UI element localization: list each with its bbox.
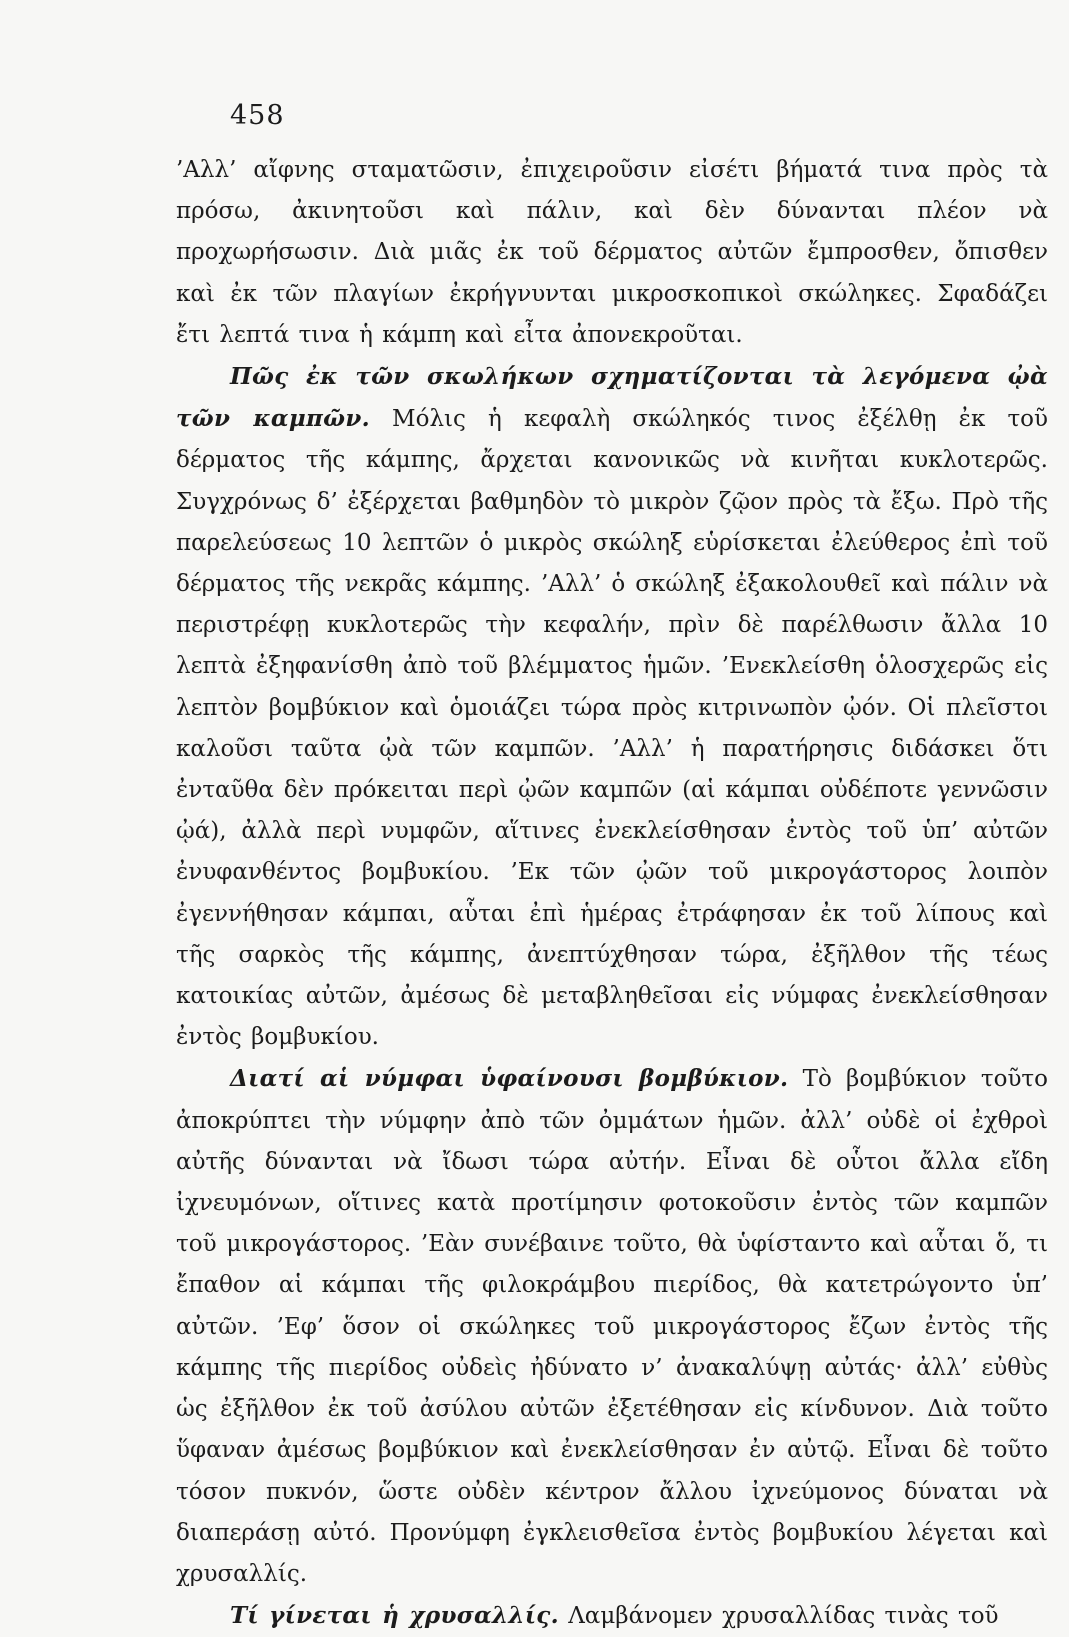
paragraph-text: ’Αλλ’ αἴφνης σταματῶσιν, ἐπιχειροῦσιν εἰσέτι βήματά τινα πρὸς τὰ πρόσω, ἀκινητοῦσι καὶ πάλιν, καὶ δὲν δύνανται πλέον νὰ προχωρήσωσιν. Διὰ μιᾶς ἐκ τοῦ δέρματος αὐτῶν ἔμπροσθεν, ὄπισθεν καὶ ἐκ τῶν πλαγίων ἐκρήγνυνται μικροσκοπικοὶ σκώληκες. Σφαδάζει ἔτι λεπτά τινα ἡ κάμπη καὶ εἶτα ἀπονεκροῦται. bbox=[176, 157, 1048, 348]
paragraph-text: Μόλις ἡ κεφαλὴ σκώληκός τινος ἐξέλθῃ ἐκ τοῦ δέρματος τῆς κάμπης, ἄρχεται κανονικῶς νὰ κινῆται κυκλοτερῶς. Συγχρόνως δ’ ἐξέρχεται βαθμηδὸν τὸ μικρὸν ζῷον πρὸς τὰ ἔξω. Πρὸ τῆς παρελεύσεως 10 λεπτῶν ὁ μικρὸς σκώληξ εὑρίσκεται ἐλεύθερος ἐπὶ τοῦ δέρματος τῆς νεκρᾶς κάμπης. ’Αλλ’ ὁ σκώληξ ἐξακολουθεῖ καὶ πάλιν νὰ περιστρέφῃ κυκλοτερῶς τὴν κεφαλήν, πρὶν δὲ παρέλθωσιν ἄλλα 10 λεπτὰ ἐξηφανίσθη ἀπὸ τοῦ βλέμματος ἡμῶν. ’Ενεκλείσθη ὁλοσχερῶς εἰς λεπτὸν βομβύκιον καὶ ὁμοιάζει τώρα πρὸς κιτρινωπὸν ᾠόν. Οἱ πλεῖστοι καλοῦσι ταῦτα ᾠὰ τῶν καμπῶν. ’Αλλ’ ἡ παρατήρησις διδάσκει ὅτι ἐνταῦθα δὲν πρόκειται περὶ ᾠῶν καμπῶν (αἱ κάμπαι οὐδέποτε γεννῶσιν ᾠά), ἀλλὰ περὶ νυμφῶν, αἵτινες ἐνεκλείσθησαν ἐντὸς τοῦ ὑπ’ αὐτῶν ἐνυφανθέντος βομβυκίου. ’Εκ τῶν ᾠῶν τοῦ μικρογάστορος λοιπὸν ἐγεννήθησαν κάμπαι, αὗται ἐπὶ ἡμέρας ἐτράφησαν ἐκ τοῦ λίπους καὶ τῆς σαρκὸς τῆς κάμπης, ἀνεπτύχθησαν τώρα, ἐξῆλθον τῆς τέως κατοικίας αὐτῶν, ἀμέσως δὲ μεταβληθεῖσαι εἰς νύμφας ἐνεκλείσθησαν ἐντὸς βομβυκίου. bbox=[176, 406, 1048, 1051]
paragraph-nymph-cocoon bbox=[176, 1058, 1048, 1595]
paragraph-text: Λαμβάνομεν χρυσαλλίδας τινὰς τοῦ bbox=[558, 1603, 999, 1630]
section-heading: Πῶς ἐκ τῶν σκωλήκων σχηματίζονται τὰ λεγόμενα ᾠὰ τῶν καμπῶν. bbox=[176, 363, 1048, 433]
paragraph-caterpillar-death bbox=[176, 150, 1048, 356]
section-heading: Τί γίνεται ἡ χρυσαλλίς. bbox=[230, 1602, 559, 1630]
paragraph-text: Τὸ βομβύκιον τοῦτο ἀποκρύπτει τὴν νύμφην ἀπὸ τῶν ὀμμάτων ἡμῶν. ἀλλ’ οὐδὲ οἱ ἐχθροὶ αὐτῆς δύνανται νὰ ἴδωσι τώρα αὐτήν. Εἶναι δὲ οὗτοι ἄλλα εἴδη ἰχνευμόνων, οἵτινες κατὰ προτίμησιν φοτοκοῦσιν ἐντὸς τῶν καμπῶν τοῦ μικρογάστορος. ’Εὰν συνέβαινε τοῦτο, θὰ ὑφίσταντο καὶ αὗται ὅ, τι ἔπαθον αἱ κάμπαι τῆς φιλοκράμβου πιερίδος, θὰ κατετρώγοντο ὑπ’ αὐτῶν. ’Εφ’ ὅσον οἱ σκώληκες τοῦ μικρογάστορος ἔζων ἐντὸς τῆς κάμπης τῆς πιερίδος οὐδεὶς ἠδύνατο ν’ ἀνακαλύψῃ αὐτάς· ἀλλ’ εὐθὺς ὡς ἐξῆλθον ἐκ τοῦ ἀσύλου αὐτῶν ἐξετέθησαν εἰς κίνδυνον. Διὰ τοῦτο ὕφαναν ἀμέσως βομβύκιον καὶ ἐνεκλείσθησαν ἐν αὐτῷ. Εἶναι δὲ τοῦτο τόσον πυκνόν, ὥστε οὐδὲν κέντρον ἄλλου ἰχνεύμονος δύναται νὰ διαπεράσῃ αὐτό. Προνύμφη ἐγκλεισθεῖσα ἐντὸς βομβυκίου λέγεται καὶ χρυσαλλίς. bbox=[176, 1066, 1048, 1587]
section-heading: Διατί αἱ νύμφαι ὑφαίνουσι βομβύκιον. bbox=[230, 1065, 789, 1093]
page-body bbox=[176, 150, 1048, 1637]
paragraph-chrysalis bbox=[176, 1595, 1048, 1637]
page-number: 458 bbox=[230, 100, 285, 131]
paragraph-worm-eggs bbox=[176, 356, 1048, 1058]
